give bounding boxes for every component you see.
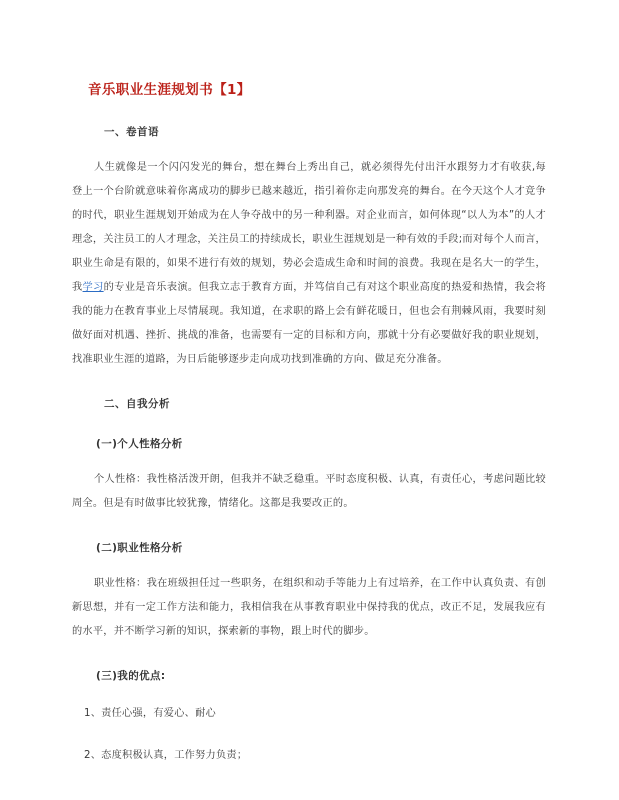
paragraph-preface-text-part2: 的专业是音乐表演。但我立志于教育方面，并笃信自己有对这个职业高度的热爱和热情，我会将我的能力在教育事业上尽情展现。我知道，在求职的路上会有鲜花暖日，但也会有荆棘风雨，我要时刻做好面对机遇、挫折、挑战的准备，也需要有一定的目标和方向，那就十分有必要做好我的职业规划，找准职业生涯的道路，为日后能够逐步走向成功找到准确的方向、做足充分准备。 [72,282,547,365]
paragraph-personality-analysis: 个人性格：我性格活泼开朗，但我并不缺乏稳重。平时态度积极、认真，有责任心，考虑问题比较周全。但是有时做事比较犹豫，情绪化。这都是我要改正的。 [72,474,546,509]
section-heading-preface: 一、卷首语 [104,126,159,138]
study-link[interactable]: 学习 [82,282,104,293]
subheading-my-strengths: (三)我的优点: [96,670,166,682]
document-body [72,0,546,768]
list-item: 1、责任心强，有爱心、耐心 [84,708,216,719]
paragraph-career-personality-analysis: 职业性格：我在班级担任过一些职务，在组织和动手等能力上有过培养，在工作中认真负责、有创新思想，并有一定工作方法和能力，我相信我在从事教育职业中保持我的优点，改正不足，发展我应有的水平，并不断学习新的知识，探索新的事物，跟上时代的脚步。 [72,578,546,637]
subheading-personality-analysis: (一)个人性格分析 [96,438,183,450]
list-item: 2、态度积极认真，工作努力负责； [84,750,248,761]
paragraph-preface [72,140,546,372]
section-heading-self-analysis: 二、自我分析 [104,398,170,410]
page-title: 音乐职业生涯规划书【1】 [88,82,251,98]
subheading-career-personality-analysis: (二)职业性格分析 [96,542,183,554]
paragraph-preface-text-part1: 人生就像是一个闪闪发光的舞台，想在舞台上秀出自己，就必须得先付出汗水跟努力才有收获,每登上一个台阶就意味着你离成功的脚步已越来越近，指引着你走向那发亮的舞台。在今天这个人才竞争的时代，职业生涯规划开始成为在人争夺战中的另一种利器。对企业而言，如何体现“以人为本”的人才理念，关注员工的人才理念，关注员工的持续成长，职业生涯规划是一种有效的手段;而对每个人而言，职业生命是有限的，如果不进行有效的规划，势必会造成生命和时间的浪费。我现在是名大一的学生，我 [72,162,546,293]
